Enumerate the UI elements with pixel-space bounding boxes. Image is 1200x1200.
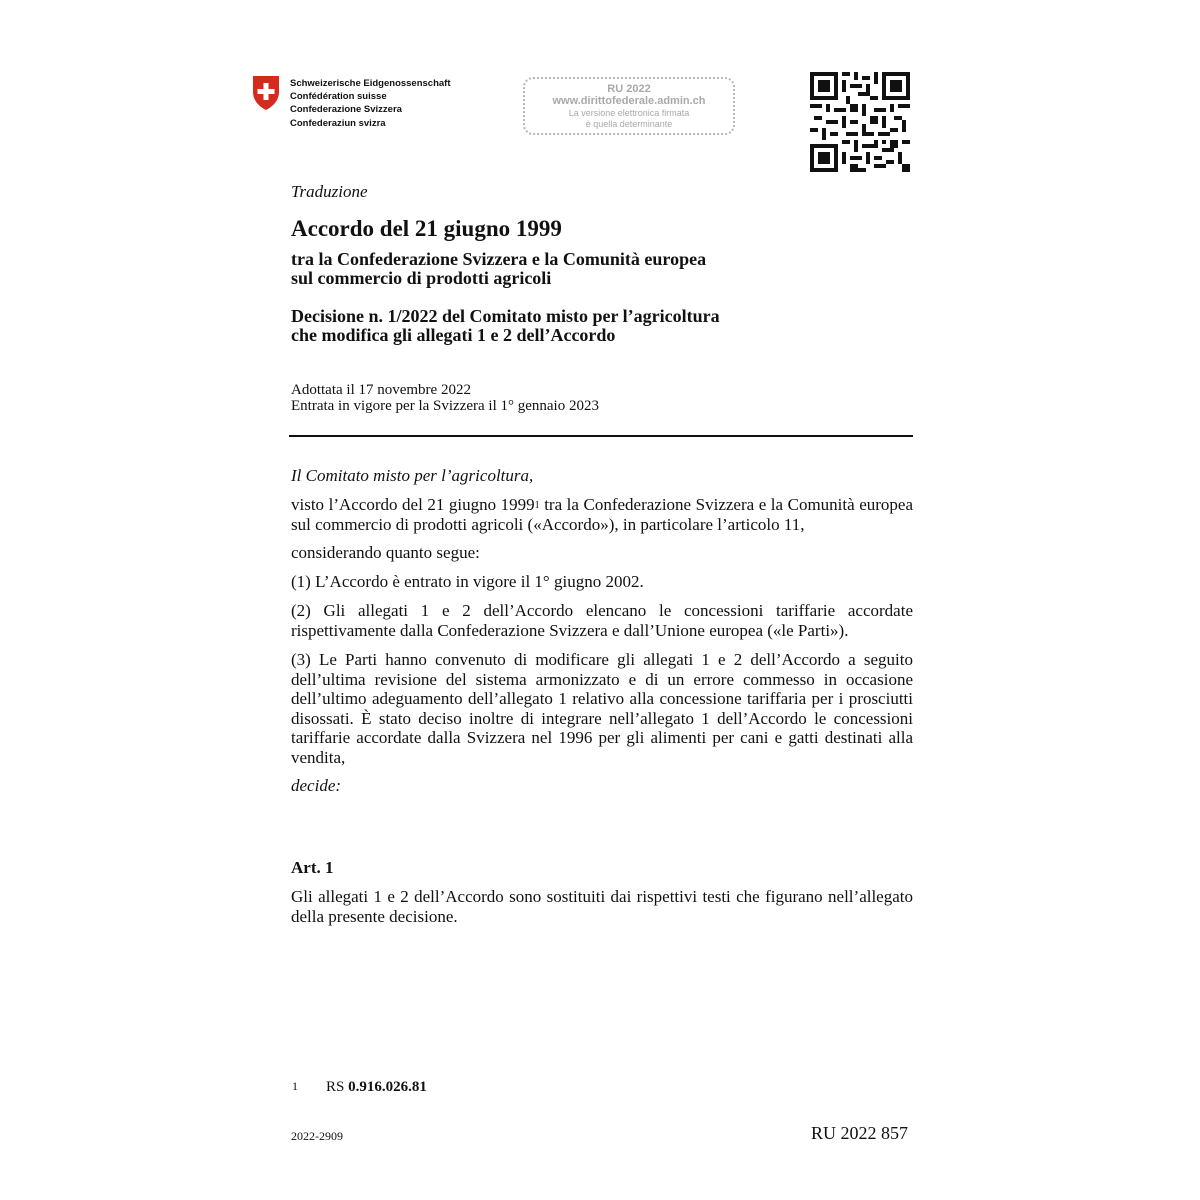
decision-heading [291, 307, 720, 345]
qr-code-icon [810, 72, 910, 172]
footnote-rs-reference[interactable]: 0.916.026.81 [348, 1079, 427, 1095]
stamp-url: www.dirittofederale.admin.ch [552, 95, 706, 107]
federation-name-it: Confederazione Svizzera [290, 104, 402, 116]
considerando-line: considerando quanto segue: [291, 543, 480, 562]
visto-text-start: visto l’Accordo del 21 giugno 1999 [291, 495, 535, 514]
stamp-note-line1: La versione elettronica firmata [568, 108, 690, 118]
committee-intro: Il Comitato misto per l’agricoltura, [291, 466, 534, 485]
article-1-text: Gli allegati 1 e 2 dell’Accordo sono sostituiti dai rispettivi testi che figurano nell’allegato della presente decisione. [291, 887, 913, 926]
visto-text-end: tra la Confederazione Svizzera e la Comunità europea sul commercio di prodotti agricoli («Accordo»), in particolare l’articolo 11, [291, 495, 913, 534]
dates-block [291, 382, 599, 414]
visto-paragraph [291, 495, 913, 534]
article-1-heading: Art. 1 [291, 858, 334, 877]
footnote-prefix: RS [326, 1079, 349, 1095]
footnote-text [326, 1079, 427, 1096]
document-number: 2022-2909 [291, 1129, 343, 1143]
stamp-note-line2: è quella determinante [585, 119, 673, 129]
page-title: Accordo del 21 giugno 1999 [291, 216, 562, 241]
recital-3: (3) Le Parti hanno convenuto di modificare gli allegati 1 e 2 dell’Accordo a seguito dell’ultima revisione del sistema armonizzato e di un errore commesso in occasione dell’ultimo adeguamento dell’allegato 1 relativo alla concessione tariffaria per i prosciutti disossati. È stato deciso inoltre di integrare nell’allegato 1 dell’Accordo le concessioni tariffarie accordate dalla Svizzera nel 1996 per gli alimenti per cani e gatti destinati alla vendita, [291, 650, 913, 767]
decide-line: decide: [291, 776, 342, 795]
translation-label: Traduzione [291, 182, 368, 201]
adoption-date: Adottata il 17 novembre 2022 [291, 382, 471, 398]
federation-name-fr: Confédération suisse [290, 91, 387, 103]
recital-1: (1) L’Accordo è entrato in vigore il 1° giugno 2002. [291, 572, 644, 591]
decision-line-2: che modifica gli allegati 1 e 2 dell’Accordo [291, 325, 616, 345]
electronic-version-stamp [523, 77, 735, 135]
entry-into-force-date: Entrata in vigore per la Svizzera il 1° gennaio 2023 [291, 398, 599, 414]
stamp-collection: RU 2022 [607, 83, 651, 95]
federation-name-block [290, 77, 451, 130]
subtitle-line-2: sul commercio di prodotti agricoli [291, 268, 552, 288]
federation-name-de: Schweizerische Eidgenossenschaft [290, 78, 451, 89]
agreement-subtitle [291, 250, 706, 288]
official-collection-reference: RU 2022 857 [811, 1123, 909, 1143]
footnote-reference[interactable]: 1 [534, 500, 540, 511]
decision-line-1: Decisione n. 1/2022 del Comitato misto per l’agricoltura [291, 306, 720, 326]
footnote-number: 1 [292, 1079, 298, 1093]
federation-name-rm: Confederaziun svizra [290, 117, 386, 129]
recital-2: (2) Gli allegati 1 e 2 dell’Accordo elencano le concessioni tariffarie accordate rispettivamente dalla Confederazione Svizzera e dall’Unione europea («le Parti»). [291, 601, 913, 640]
title-divider [289, 435, 913, 437]
swiss-coat-of-arms-icon [252, 75, 280, 111]
subtitle-line-1: tra la Confederazione Svizzera e la Comunità europea [291, 249, 707, 269]
